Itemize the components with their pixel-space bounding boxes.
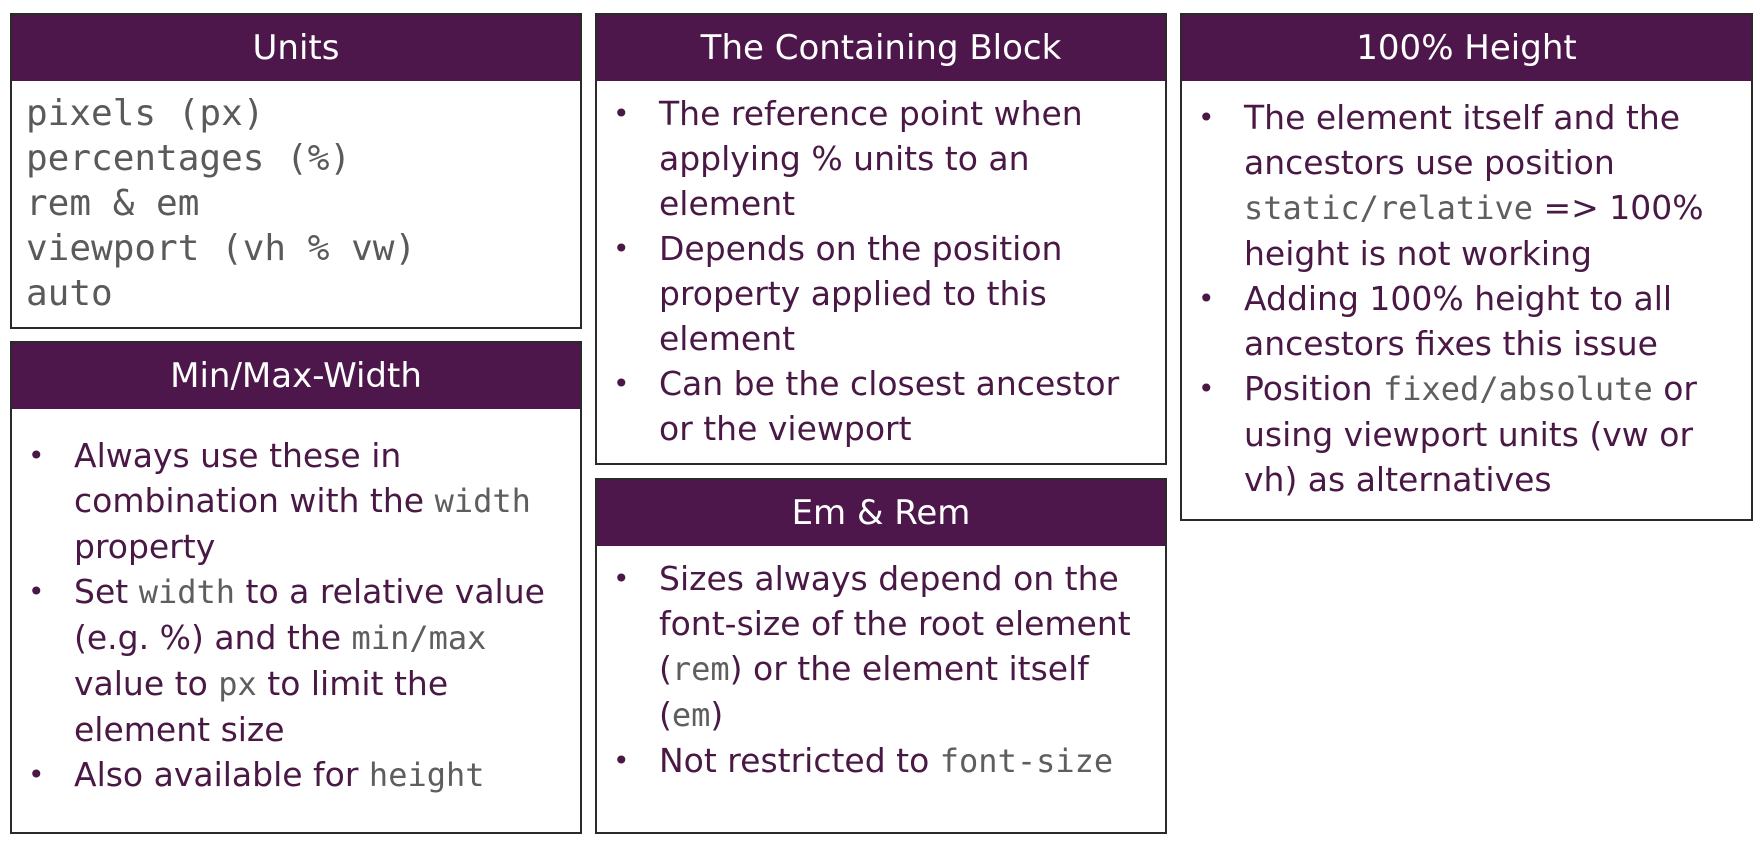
units-list [12, 81, 580, 316]
containing-block-card [595, 13, 1167, 465]
units-item: percentages (%) [26, 138, 352, 179]
height-card [1180, 13, 1753, 521]
minmax-bullet: • Also available for height [12, 752, 570, 798]
units-item: viewport (vh % vw) [26, 228, 417, 269]
minmax-list [12, 409, 580, 798]
em-rem-header: Em & Rem [597, 480, 1165, 546]
containing-block-bullet: • The reference point when applying % units to an element [597, 91, 1157, 226]
minmax-card [10, 341, 582, 834]
units-item: pixels (px) [26, 93, 265, 134]
containing-block-header: The Containing Block [597, 15, 1165, 81]
height-header: 100% Height [1182, 15, 1751, 81]
containing-block-bullet: • Can be the closest ancestor or the viewport [597, 361, 1157, 451]
units-item: auto [26, 273, 113, 314]
height-bullet: • Adding 100% height to all ancestors fixes this issue [1182, 276, 1743, 366]
height-list [1182, 81, 1751, 502]
em-rem-bullet: • Not restricted to font-size [597, 738, 1157, 784]
em-rem-list [597, 546, 1165, 784]
units-header: Units [12, 15, 580, 81]
units-card [10, 13, 582, 329]
em-rem-bullet: • Sizes always depend on the font-size of the root element (rem) or the element itself (em) [597, 556, 1157, 738]
minmax-bullet: • Set width to a relative value (e.g. %) and the min/max value to px to limit the element size [12, 569, 570, 752]
containing-block-bullet: • Depends on the position property applied to this element [597, 226, 1157, 361]
minmax-bullet: • Always use these in combination with the width property [12, 433, 570, 569]
units-item: rem & em [26, 183, 200, 224]
minmax-header: Min/Max-Width [12, 343, 580, 409]
height-bullet: • Position fixed/absolute or using viewport units (vw or vh) as alternatives [1182, 366, 1743, 502]
height-bullet: • The element itself and the ancestors use position static/relative => 100% height is not working [1182, 95, 1743, 276]
em-rem-card [595, 478, 1167, 834]
containing-block-list [597, 81, 1165, 451]
